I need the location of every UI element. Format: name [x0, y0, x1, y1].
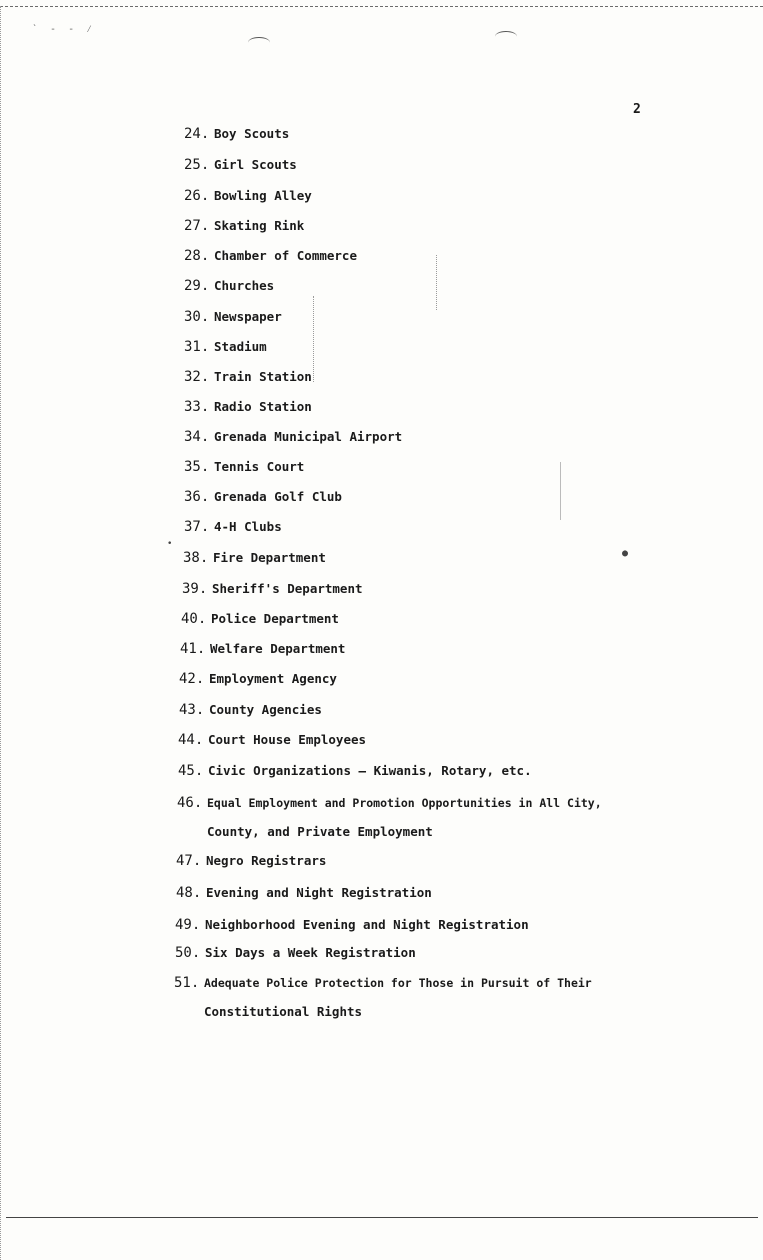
item-number: 25.: [184, 157, 210, 173]
item-text: Police Department: [211, 611, 339, 626]
item-text: Court House Employees: [208, 732, 367, 747]
item-text: Welfare Department: [210, 641, 346, 656]
item-number: 40.: [181, 611, 207, 627]
item-text: Chamber of Commerce: [214, 248, 357, 263]
item-number: 26.: [184, 188, 210, 204]
list-item: [184, 310, 282, 324]
item-number: 43.: [179, 702, 205, 718]
list-item-continuation: Constitutional Rights: [204, 1004, 363, 1019]
item-text: Neighborhood Evening and Night Registration: [205, 917, 529, 932]
item-number: 39.: [182, 581, 208, 597]
list-item: [174, 976, 592, 990]
item-number: 24.: [184, 126, 210, 142]
page-number: 2: [633, 102, 641, 117]
list-item: [181, 612, 339, 626]
list-item: [184, 430, 402, 444]
item-text: Equal Employment and Promotion Opportunities in All City,: [207, 796, 602, 810]
item-number: 51.: [174, 975, 200, 991]
list-item: [184, 490, 342, 504]
item-text: Adequate Police Protection for Those in Pursuit of Their: [204, 976, 592, 990]
item-number: 44.: [178, 732, 204, 748]
list-item-continuation: County, and Private Employment: [207, 824, 433, 839]
list-item: [184, 158, 297, 172]
list-item: [184, 127, 289, 141]
ink-speck: ●: [622, 548, 629, 559]
item-number: 30.: [184, 309, 210, 325]
item-number: 50.: [175, 945, 201, 961]
item-text: Boy Scouts: [214, 126, 290, 141]
item-number: 47.: [176, 853, 202, 869]
item-text: Train Station: [214, 369, 312, 384]
list-item: [184, 279, 274, 293]
item-text: Employment Agency: [209, 671, 337, 686]
list-item: [175, 918, 529, 932]
item-text: Girl Scouts: [214, 157, 297, 172]
item-number: 42.: [179, 671, 205, 687]
item-number: 37.: [184, 519, 210, 535]
list-item: [175, 946, 416, 960]
list-item: [184, 219, 304, 233]
item-text: Bowling Alley: [214, 188, 312, 203]
item-number: 31.: [184, 339, 210, 355]
item-number: 35.: [184, 459, 210, 475]
list-item: [176, 854, 326, 868]
list-item: [180, 642, 345, 656]
list-item: [177, 796, 602, 810]
item-text: Stadium: [214, 339, 267, 354]
list-item: [184, 189, 312, 203]
item-number: 34.: [184, 429, 210, 445]
item-text: Skating Rink: [214, 218, 305, 233]
ink-speck: •: [167, 539, 173, 549]
list-item: [176, 886, 432, 900]
item-text: Six Days a Week Registration: [205, 945, 416, 960]
list-item: [182, 582, 363, 596]
item-text: Grenada Golf Club: [214, 489, 342, 504]
item-text: County Agencies: [209, 702, 322, 717]
item-number: 33.: [184, 399, 210, 415]
item-text: Fire Department: [213, 550, 326, 565]
item-text: Negro Registrars: [206, 853, 327, 868]
item-number: 41.: [180, 641, 206, 657]
list-item: [184, 340, 267, 354]
item-number: 49.: [175, 917, 201, 933]
item-number: 45.: [178, 763, 204, 779]
item-text: Churches: [214, 278, 275, 293]
bottom-rule: [6, 1217, 758, 1218]
item-number: 27.: [184, 218, 210, 234]
item-text: Radio Station: [214, 399, 312, 414]
item-number: 36.: [184, 489, 210, 505]
item-number: 28.: [184, 248, 210, 264]
list-item: [178, 733, 366, 747]
item-text: Newspaper: [214, 309, 282, 324]
list-item: [179, 672, 337, 686]
list-item: [179, 703, 322, 717]
item-number: 46.: [177, 795, 203, 811]
corner-scribble: ˋ - - ⁄: [32, 24, 96, 35]
list-item: [184, 249, 357, 263]
item-text: Evening and Night Registration: [206, 885, 432, 900]
list-item: [178, 764, 532, 778]
item-text: Sheriff's Department: [212, 581, 363, 596]
item-number: 48.: [176, 885, 202, 901]
list-item: [184, 520, 282, 534]
item-number: 32.: [184, 369, 210, 385]
list-item: [184, 460, 304, 474]
item-number: 38.: [183, 550, 209, 566]
list-item: [183, 551, 326, 565]
item-text: Tennis Court: [214, 459, 305, 474]
item-text: 4-H Clubs: [214, 519, 282, 534]
item-number: 29.: [184, 278, 210, 294]
item-text: Grenada Municipal Airport: [214, 429, 403, 444]
item-text: Civic Organizations — Kiwanis, Rotary, etc.: [208, 763, 532, 778]
list-item: [184, 400, 312, 414]
list-item: [184, 370, 312, 384]
